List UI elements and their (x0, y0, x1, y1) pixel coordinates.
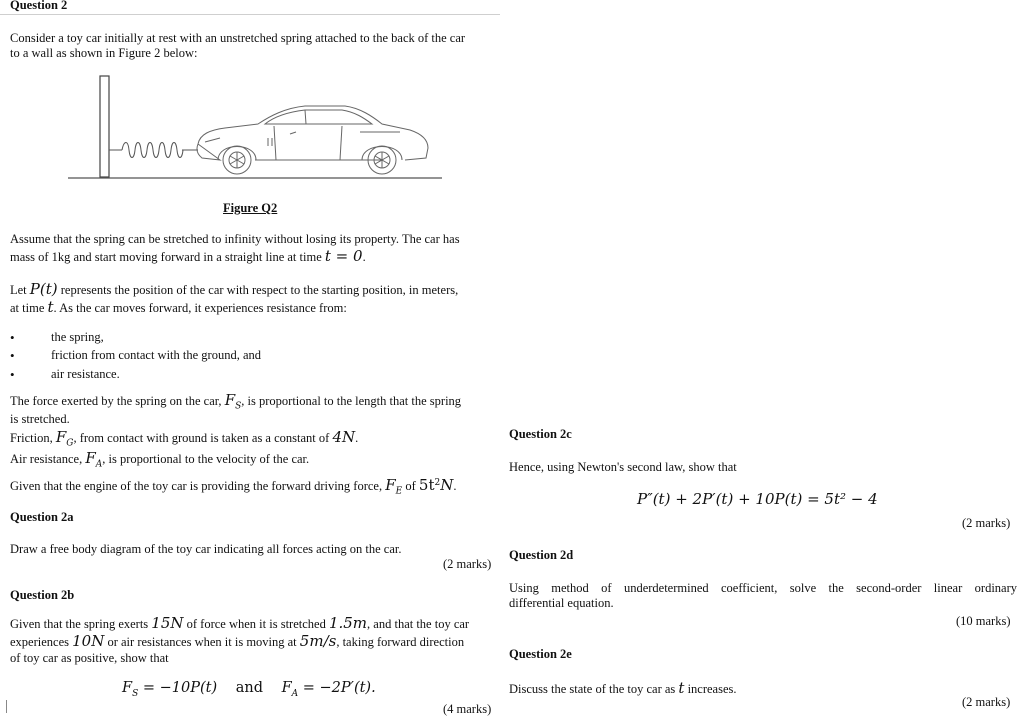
spring-text-b: , is proportional to the length that the spring (241, 394, 462, 408)
friction-subscript: G (66, 438, 74, 449)
resistance-list (10, 330, 261, 385)
figure-caption: Figure Q2 (223, 201, 278, 215)
question-2a-heading: Question 2a (10, 510, 74, 524)
q2e-time-variable: t (678, 679, 685, 697)
engine-exponent: 2 (434, 477, 441, 488)
assumption-line-1: Assume that the spring can be stretched to infinity without losing its property. The car has (10, 232, 460, 246)
spring (109, 143, 198, 158)
q2b-equations (122, 680, 376, 700)
air-symbol: F (85, 449, 96, 468)
question-2c-heading: Question 2c (509, 427, 572, 441)
air-eq-symbol: F (281, 680, 292, 696)
engine-unit: N (440, 476, 454, 494)
position-function-math: P(t) (29, 280, 58, 298)
air-text: , is proportional to the velocity of the car. (102, 452, 310, 467)
air-eq-rhs: = −2P′(t). (298, 680, 376, 696)
question-2e-text (509, 679, 737, 697)
spring-force-value: 15N (151, 614, 184, 632)
list-item: • air resistance. (10, 367, 261, 382)
air-eq-subscript: A (291, 688, 299, 699)
page-edge-mark (0, 700, 7, 713)
spring-eq-symbol: F (122, 680, 133, 696)
toy-car (197, 106, 428, 174)
engine-symbol: F (385, 476, 396, 494)
question-2a-text: Draw a free body diagram of the toy car indicating all forces acting on the car. (10, 542, 402, 556)
friction-symbol: F (55, 427, 67, 446)
question-2d-paragraph (509, 581, 1017, 612)
spring-force-paragraph (10, 391, 505, 471)
spring-eq-subscript: S (132, 688, 139, 699)
spring-line-2: is stretched. (10, 412, 70, 427)
spring-text-a: The force exerted by the spring on the car, (10, 394, 222, 408)
engine-value: 5t (418, 476, 435, 494)
q2d-line-1: Using method of underdetermined coefficient, solve the second-order linear ordinary (509, 581, 1017, 595)
question-2e-heading: Question 2e (509, 647, 572, 661)
figure-q2-car-spring (60, 72, 450, 184)
intro-line-1: Consider a toy car initially at rest with an unstretched spring attached to the back of the car (10, 31, 466, 45)
intro-line-2: to a wall as shown in Figure 2 below: (10, 46, 198, 61)
question-2c-text: Hence, using Newton's second law, show that (509, 460, 737, 474)
spring-force-subscript: S (235, 401, 242, 412)
position-line-2 (10, 298, 505, 316)
question-2b-marks: (4 marks) (443, 702, 492, 716)
list-item: • friction from contact with the ground, and (10, 348, 261, 363)
resistance-intro: . As the car moves forward, it experiences resistance from: (53, 301, 347, 316)
friction-text: , from contact with ground is taken as a constant of (73, 430, 330, 445)
air-resistance-line (10, 449, 505, 470)
engine-text: Given that the engine of the toy car is providing the forward driving force, (10, 479, 383, 493)
q2e-text-a: Discuss the state of the toy car as (509, 682, 676, 696)
list-item: • the spring, (10, 330, 261, 345)
q2b-text-2a: experiences (10, 635, 69, 650)
q2b-text-2c: , taking forward direction (336, 635, 465, 650)
assumption-text: mass of 1kg and start moving forward in a straight line at time (10, 250, 322, 265)
friction-label: Friction, (10, 430, 53, 445)
stretch-length-value: 1.5m (328, 614, 368, 632)
top-rule (0, 14, 500, 15)
friction-line: Friction, $F_G$, from contact with ground is taken as a constant of 4N. (10, 427, 359, 449)
q2b-line-3: of toy car as positive, show that (10, 650, 169, 665)
q2b-text-1b: of force when it is stretched (186, 617, 326, 631)
assumption-line-2: mass of 1kg and start moving forward in a straight line at time t = 0. (10, 247, 366, 266)
question-2c-marks: (2 marks) (962, 516, 1011, 530)
engine-of: of (405, 479, 416, 493)
q2d-line-2: differential equation. (509, 596, 614, 611)
speed-value: 5m/s (299, 632, 337, 651)
question-2d-heading: Question 2d (509, 548, 574, 562)
spring-line-1 (10, 391, 505, 412)
position-description: represents the position of the car with respect to the starting position, in meters, (60, 283, 459, 297)
air-equation (281, 680, 376, 699)
ode-equation: P″(t) + 2P′(t) + 10P(t) = 5t² − 4 (637, 490, 878, 508)
time-variable-math: t (47, 298, 54, 317)
position-line-1 (10, 280, 505, 298)
q2b-line-1 (10, 614, 505, 632)
q2b-text-2b: or air resistances when it is moving at (107, 635, 297, 650)
assumption-paragraph (10, 232, 505, 266)
time-zero-math: t = 0 (324, 247, 363, 266)
engine-force-line: Given that the engine of the toy car is providing the forward driving force, $F_E$ of $5t^2N$. (10, 476, 457, 497)
q2b-line-2 (10, 632, 505, 650)
spring-force-symbol: F (224, 391, 236, 409)
at-time-text: at time (10, 301, 45, 316)
wall (100, 76, 109, 177)
position-definition-paragraph (10, 280, 505, 317)
spring-equation (122, 680, 218, 699)
spring-eq-rhs: = −10P(t) (138, 680, 218, 696)
question-2e-marks: (2 marks) (962, 695, 1011, 709)
question-2-heading: Question 2 (10, 0, 68, 12)
q2e-text-b: increases. (687, 682, 737, 696)
question-2b-paragraph (10, 614, 505, 666)
q2b-text-1a: Given that the spring exerts (10, 617, 149, 631)
air-label: Air resistance, (10, 452, 83, 467)
and-word: and (235, 680, 263, 696)
let-word: Let (10, 283, 27, 297)
question-2b-heading: Question 2b (10, 588, 75, 602)
q2b-text-1c: , and that the toy car (367, 617, 470, 631)
friction-value: 4N (332, 427, 356, 446)
question-2a-marks: (2 marks) (443, 557, 492, 571)
intro-paragraph (10, 31, 500, 62)
engine-subscript: E (395, 486, 403, 497)
question-2d-marks: (10 marks) (956, 614, 1011, 628)
air-subscript: A (95, 459, 103, 470)
air-resistance-value: 10N (72, 632, 105, 651)
